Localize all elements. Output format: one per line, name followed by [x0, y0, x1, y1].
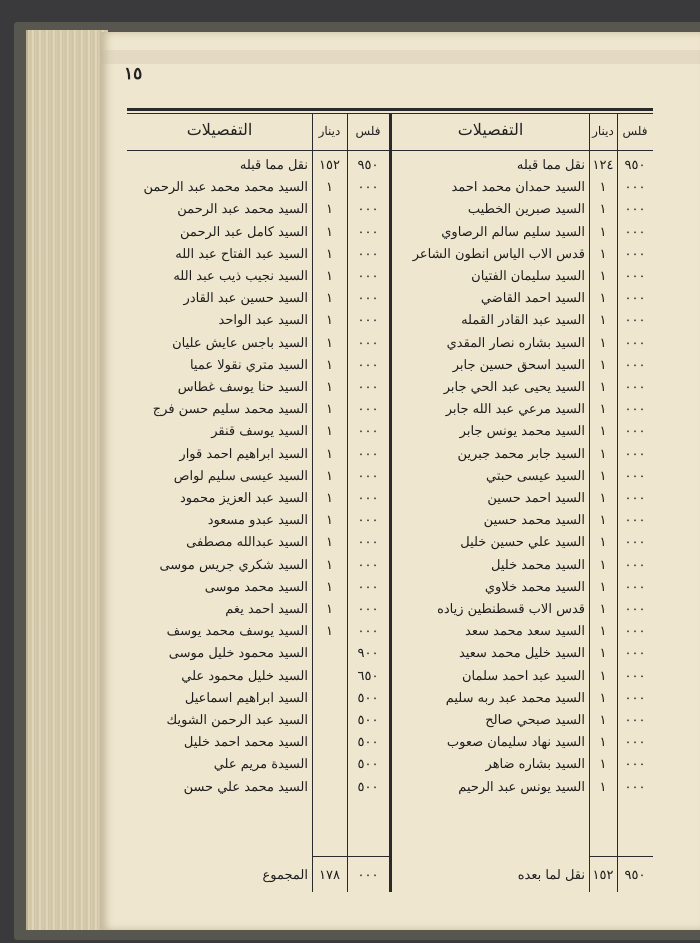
right-row-dinar: ١	[599, 779, 607, 795]
left-row-fils: ٠٠٠	[357, 602, 379, 617]
right-row-dinar: ١	[599, 624, 607, 640]
right-row-dinar: ١	[599, 513, 607, 529]
right-row-name: السيد سعد محمد سعد	[465, 624, 585, 640]
left-row-name: السيد شكري جريس موسى	[159, 557, 308, 573]
left-row-name: السيد كامل عبد الرحمن	[180, 224, 308, 240]
right-row-fils: ٠٠٠	[624, 690, 646, 706]
left-row-fils: ٩٠٠	[357, 646, 379, 662]
right-row-dinar: ١	[599, 402, 607, 418]
right-row-fils: ٠٠٠	[624, 602, 646, 617]
left-row-fils: ٠٠٠	[357, 624, 379, 640]
right-row-dinar: ١	[599, 468, 607, 484]
right-footer-fils: ٩٥٠	[624, 868, 646, 883]
right-row-dinar: ١	[599, 202, 607, 218]
left-row-fils: ٠٠٠	[357, 513, 379, 529]
right-row-dinar: ١	[599, 313, 607, 329]
right-row-name: السيد خليل محمد سعيد	[458, 646, 585, 662]
right-row-name: قدس الاب قسطنطين زياده	[437, 602, 585, 617]
right-row-name: قدس الاب الياس انطون الشاعر	[412, 246, 585, 262]
right-row-fils: ٠٠٠	[624, 468, 646, 484]
left-row-fils: ٥٠٠	[357, 779, 379, 795]
right-row-fils: ٠٠٠	[624, 269, 646, 284]
left-row-fils: ٠٠٠	[357, 357, 379, 373]
left-row-name: السيد عبدو مسعود	[207, 513, 308, 529]
right-row-dinar: ١	[599, 690, 607, 706]
right-row-dinar: ١	[599, 491, 607, 506]
left-row-fils: ٠٠٠	[357, 269, 379, 284]
left-row-dinar: ١	[326, 446, 333, 462]
right-row-fils: ٠٠٠	[624, 246, 646, 262]
right-row-dinar: ١	[599, 646, 607, 662]
left-row-fils: ٠٠٠	[357, 424, 379, 440]
left-row-fils: ٠٠٠	[357, 446, 379, 462]
right-row-name: السيد عبد القادر القمله	[461, 313, 585, 329]
right-row-name: السيد محمد خلاوي	[484, 579, 585, 595]
left-row-name: السيد حسين عبد القادر	[183, 291, 308, 307]
left-row-dinar: ١	[326, 291, 333, 307]
right-row-fils: ٠٠٠	[624, 446, 646, 462]
right-row-fils: ٠٠٠	[624, 579, 646, 595]
left-row-name: السيد محمد احمد خليل	[183, 735, 308, 751]
right-row-fils: ٠٠٠	[624, 491, 646, 506]
right-row-dinar: ١	[599, 335, 607, 351]
right-row-fils: ٠٠٠	[624, 668, 646, 684]
right-row-dinar: ١	[599, 602, 607, 617]
left-row-name: السيد يوسف قنقر	[211, 424, 308, 440]
right-row-name: السيد سليمان الفتيان	[471, 269, 585, 284]
left-row-dinar: ١	[326, 246, 333, 262]
footer-top-rule-right	[589, 856, 653, 857]
right-row-name: السيد يونس عبد الرحيم	[458, 779, 585, 795]
right-dinar-header: دينار	[592, 124, 614, 138]
left-row-fils: ٠٠٠	[357, 224, 379, 240]
left-row-fils: ٠٠٠	[357, 557, 379, 573]
right-row-name: السيد احمد حسين	[487, 491, 585, 506]
right-row-dinar: ١	[599, 735, 607, 751]
left-row-dinar: ١	[326, 380, 333, 395]
left-row-dinar: ١	[326, 535, 333, 551]
left-row-name: السيد عبد الواحد	[218, 313, 308, 329]
right-row-dinar: ١	[599, 424, 607, 440]
left-row-dinar: ١	[326, 202, 333, 218]
left-row-dinar: ١	[326, 579, 333, 595]
right-row-name: السيد نهاد سليمان صعوب	[446, 735, 585, 751]
left-row-fils: ٠٠٠	[357, 335, 379, 351]
left-row-fils: ٠٠٠	[357, 246, 379, 262]
right-row-fils: ٠٠٠	[624, 757, 646, 773]
left-row-dinar: ١	[326, 313, 333, 329]
left-row-fils: ٠٠٠	[357, 491, 379, 506]
page-top-shade	[100, 50, 700, 64]
right-row-name: السيد صبحي صالح	[485, 713, 585, 728]
right-row-fils: ٠٠٠	[624, 380, 646, 395]
left-row-name: السيد باجس عايش عليان	[172, 335, 308, 351]
left-row-name: السيد محمد سليم حسن فرج	[152, 402, 308, 418]
left-row-dinar: ١	[326, 624, 333, 640]
left-row-name: السيد نجيب ذيب عبد الله	[173, 269, 308, 284]
left-row-fils: ٠٠٠	[357, 291, 379, 307]
left-row-fils: ٠٠٠	[357, 402, 379, 418]
right-row-fils: ٠٠٠	[624, 424, 646, 440]
right-row-name: السيد محمد يونس جابر	[459, 424, 585, 440]
left-row-fils: ٥٠٠	[357, 690, 379, 706]
right-row-fils: ٠٠٠	[624, 335, 646, 351]
left-row-name: السيد عبد الرحمن الشويك	[166, 713, 308, 728]
page-number: ١٥	[124, 64, 143, 84]
left-row-fils: ٠٠٠	[357, 468, 379, 484]
left-row-dinar: ١	[326, 602, 333, 617]
right-row-name: السيد سليم سالم الرصاوي	[441, 224, 585, 240]
right-row-dinar: ١	[599, 357, 607, 373]
right-row-fils: ٠٠٠	[624, 224, 646, 240]
right-row-name: السيد صبرين الخطيب	[467, 202, 585, 218]
left-row-dinar: ١	[326, 557, 333, 573]
right-row-name: السيد مرعي عبد الله جابر	[445, 402, 585, 418]
right-row-fils: ٠٠٠	[624, 535, 646, 551]
left-row-name: السيد متري نقولا عميا	[189, 357, 308, 373]
left-row-name: السيد ابراهيم احمد قوار	[179, 446, 308, 462]
left-row-dinar: ١	[326, 424, 333, 440]
right-row-dinar: ١	[599, 269, 607, 284]
left-row-fils: ٥٠٠	[357, 713, 379, 728]
right-row-name: السيد بشاره نصار المقدي	[446, 335, 585, 351]
right-row-fils: ٠٠٠	[624, 624, 646, 640]
right-row-name: نقل مما قبله	[516, 158, 585, 173]
right-row-dinar: ١	[599, 668, 607, 684]
left-row-dinar: ١	[326, 269, 333, 284]
left-row-name: السيد حنا يوسف غطاس	[177, 380, 308, 395]
right-row-fils: ٠٠٠	[624, 646, 646, 662]
left-fils-header: فلس	[355, 124, 381, 138]
left-row-name: السيدة مريم علي	[213, 757, 308, 773]
left-row-name: السيد ابراهيم اسماعيل	[184, 690, 308, 706]
left-row-dinar: ١	[326, 402, 333, 418]
left-row-name: السيد يوسف محمد يوسف	[166, 624, 308, 640]
left-row-fils: ٠٠٠	[357, 579, 379, 595]
table-top-rule	[127, 108, 653, 111]
right-row-fils: ٠٠٠	[624, 180, 646, 196]
left-row-dinar: ١	[326, 357, 333, 373]
right-row-fils: ٩٥٠	[624, 158, 646, 173]
right-row-name: السيد بشاره ضاهر	[485, 757, 585, 773]
right-row-dinar: ١	[599, 246, 607, 262]
right-details-header: التفصيلات	[457, 120, 524, 139]
left-row-name: السيد محمود خليل موسى	[168, 646, 308, 662]
left-row-dinar: ١	[326, 468, 333, 484]
right-row-dinar: ١	[599, 446, 607, 462]
right-row-name: السيد محمد خليل	[491, 557, 585, 573]
right-footer-name: نقل لما بعده	[517, 868, 585, 883]
right-row-fils: ٠٠٠	[624, 402, 646, 418]
right-row-dinar: ١	[599, 535, 607, 551]
right-row-dinar: ١	[599, 757, 607, 773]
left-row-name: السيد محمد محمد عبد الرحمن	[143, 180, 308, 196]
right-row-name: السيد محمد عبد ربه سليم	[445, 690, 585, 706]
right-row-dinar: ١	[599, 224, 607, 240]
left-row-name: السيد محمد موسى	[204, 579, 308, 595]
left-dinar-header: دينار	[318, 124, 341, 138]
left-row-dinar: ١٥٢	[319, 158, 340, 173]
right-row-fils: ٠٠٠	[624, 735, 646, 751]
right-row-fils: ٠٠٠	[624, 513, 646, 529]
left-row-name: السيد عبد الفتاح عبد الله	[175, 246, 308, 262]
right-row-name: السيد احمد القاضي	[480, 291, 585, 307]
left-row-fils: ٠٠٠	[357, 202, 379, 218]
right-row-dinar: ١	[599, 380, 607, 395]
right-row-name: السيد يحيى عبد الحي جابر	[443, 380, 585, 395]
right-row-fils: ٠٠٠	[624, 291, 646, 307]
right-fils-header: فلس	[622, 124, 648, 138]
left-details-header: التفصيلات	[186, 120, 253, 139]
left-row-fils: ٠٠٠	[357, 380, 379, 395]
left-row-name: السيد عبدالله مصطفى	[186, 535, 308, 551]
left-footer-name: المجموع	[262, 868, 308, 883]
left-row-fils: ٥٠٠	[357, 757, 379, 773]
right-row-dinar: ١	[599, 713, 607, 728]
left-row-name: السيد عيسى سليم لواص	[173, 468, 308, 484]
left-row-name: السيد عبد العزيز محمود	[179, 491, 308, 506]
right-row-fils: ٠٠٠	[624, 713, 646, 728]
left-row-fils: ٠٠٠	[357, 535, 379, 551]
right-row-name: السيد علي حسين خليل	[460, 535, 585, 551]
left-row-fils: ٥٠٠	[357, 735, 379, 751]
ledger-table	[127, 108, 653, 898]
right-row-name: السيد اسحق حسين جابر	[452, 357, 585, 373]
right-row-dinar: ١	[599, 557, 607, 573]
left-row-name: السيد خليل محمود علي	[181, 668, 308, 684]
ledger-page	[100, 32, 700, 930]
right-row-dinar: ١	[599, 291, 607, 307]
right-row-name: السيد عبد احمد سلمان	[461, 668, 585, 684]
right-row-name: السيد محمد حسين	[483, 513, 585, 529]
left-row-dinar: ١	[326, 224, 333, 240]
left-row-fils: ٠٠٠	[357, 180, 379, 196]
left-row-dinar: ١	[326, 513, 333, 529]
left-footer-dinar: ١٧٨	[319, 868, 340, 883]
left-footer-fils: ٠٠٠	[357, 868, 379, 883]
right-row-fils: ٠٠٠	[624, 557, 646, 573]
right-row-name: السيد عيسى حبتي	[485, 468, 585, 484]
page-edges	[26, 30, 108, 930]
right-footer-dinar: ١٥٢	[592, 868, 614, 883]
right-row-fils: ٠٠٠	[624, 202, 646, 218]
right-row-dinar: ١	[599, 180, 607, 196]
footer-top-rule-left	[312, 856, 390, 857]
left-row-dinar: ١	[326, 491, 333, 506]
left-row-fils: ٩٥٠	[357, 158, 379, 173]
right-row-fils: ٠٠٠	[624, 779, 646, 795]
right-row-fils: ٠٠٠	[624, 357, 646, 373]
left-row-fils: ٦٥٠	[357, 668, 379, 684]
right-row-fils: ٠٠٠	[624, 313, 646, 329]
right-row-name: السيد جابر محمد جبرين	[457, 446, 585, 462]
left-row-fils: ٠٠٠	[357, 313, 379, 329]
left-row-name: السيد محمد علي حسن	[183, 779, 308, 795]
left-row-dinar: ١	[326, 180, 333, 196]
left-row-name: السيد احمد يغم	[225, 602, 308, 617]
left-row-name: نقل مما قبله	[239, 158, 308, 173]
right-row-name: السيد حمدان محمد احمد	[451, 180, 585, 196]
right-row-dinar: ١٢٤	[592, 158, 614, 173]
left-row-name: السيد محمد عبد الرحمن	[177, 202, 308, 218]
left-row-dinar: ١	[326, 335, 333, 351]
right-row-dinar: ١	[599, 579, 607, 595]
